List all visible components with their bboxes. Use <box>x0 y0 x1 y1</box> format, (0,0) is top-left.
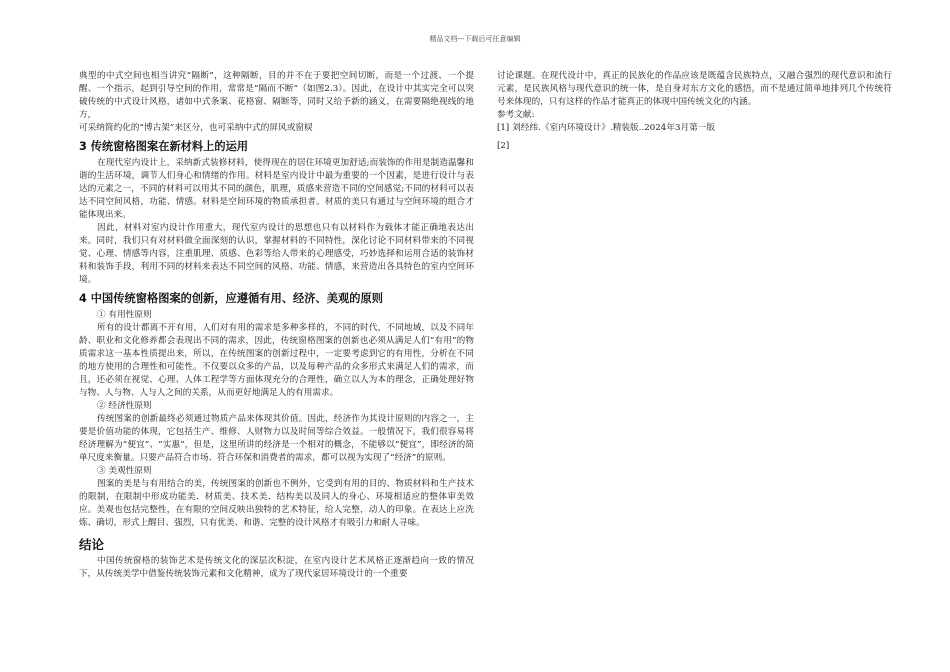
conclusion-heading: 结论 <box>79 537 105 552</box>
page-header: 精品文档---下载后可任意编辑 <box>429 35 521 43</box>
section-3-paragraph-1: 在现代室内设计上，采纳新式装修材料，使得现在的居住环境更加舒适;而装饰的作用是制造温馨和谐的生活环境，调节人们身心和情绪的作用。材料是室内设计中最为重要的一个因素，是进行设计与表达的元素之一，不同的材料可以用其不同的颜色，肌理，质感来营造不同的空间感觉;不同的材料可以表达不同空间风格，功能、情感。材料是空间环境的物质承担者。材质的美只有通过与空间环境的组合才能体现出来。 <box>79 158 474 220</box>
intro-paragraph-continued: 可采纳简约化的“博古架”来区分，也可采纳中式的屏风或窗棂 <box>79 123 313 133</box>
section-3-paragraph-2: 因此，材料对室内设计作用重大，现代室内设计的思想也只有以材料作为载体才能正确地表达出来。同时，我们只有对材料做全面深刻的认识，掌握材料的不同特性，深化讨论不同材料带来的不同视觉、心理、情感等内容，注重肌理、质感、色彩等给人带来的心理感受，巧妙选择和运用合适的装饰材料和装饰手段，利用不同的材料来表达不同空间的风格、功能、情感，来营造出各具特色的室内空间环境。 <box>79 223 474 285</box>
conclusion-paragraph: 中国传统窗格的装饰艺术是传统文化的深层次积淀，在室内设计艺术风格正逐渐趋向一致的情况下，从传统美学中借鉴传统装饰元素和文化精神，成为了现代家居环境设计的一个重要 <box>79 556 474 579</box>
intro-paragraph: 典型的中式空间也相当讲究“隔断”，这种隔断，目的并不在于要把空间切断，而是一个过渡、一个提醒、一个指示，起到引导空间的作用，常常是“隔而不断”（如图2.3）。因此，在设计中其实完全可以突破传统的中式设计风格，诸如中式条案、花格窗、隔断等，同时又给予新的涵义，在需要隔绝视线的地方， <box>79 71 474 120</box>
section-3-heading: 3 传统窗格图案在新材料上的运用 <box>79 140 249 153</box>
references-title: 参考文献: <box>497 110 535 120</box>
reference-item-2: [2] <box>497 141 510 151</box>
conclusion-paragraph-continued: 讨论课题。在现代设计中，真正的民族化的作品应该是既蕴含民族特点，又融合强烈的现代意识和流行元素，是民族风格与现代意识的统一体，是自身对东方文化的感悟，而不是通过简单地排列几个传统符号来体现的，只有这样的作品才能真正的体现中国传统文化的内涵。 <box>497 71 892 107</box>
reference-item-1: [1] 刘经纬.《室内环境设计》.精装版..2024年3月第一版 <box>497 123 716 133</box>
principle-1-title: ① 有用性原则 <box>97 310 152 320</box>
principle-2-paragraph: 传统图案的创新最终必须通过物质产品来体现其价值。因此，经济作为其设计原则的内容之一，主要是价值功能的体现，它包括生产、维修、人财物力以及时间等综合效益。一般情况下，我们很容易将经济理解为“便宜”、“实惠”，但是，这里所讲的经济是一个相对的概念，不能够以“便宜”，即经济的简单尺度来衡量。只要产品符合市场、符合环保和消费者的需求，都可以视为实现了“经济”的原则。 <box>79 414 474 463</box>
left-column <box>79 70 474 581</box>
section-4-heading: 4 中国传统窗格图案的创新，应遵循有用、经济、美观的原则 <box>79 292 383 305</box>
principle-1-paragraph: 所有的设计都离不开有用，人们对有用的需求是多种多样的，不同的时代，不同地域，以及不同年龄、职业和文化修养都会表现出不同的需求，因此，传统窗格图案的创新也必须从满足人们“有用”的物质需求这一基本性质提出来，所以，在传统图案的创新过程中，一定要考虑到它的有用性，分析在不同的地方使用的合理性和可能性。不仅要以众多的产品，以及每种产品的众多形式来满足人们的需求，而且，还必须在视觉、心理、人体工程学等方面体现充分的合理性，确立以人为本的理念，正确处理好物与物、人与物、人与人之间的关系，从而更好地满足人的有用需求。 <box>79 323 474 398</box>
principle-3-paragraph: 图案的美是与有用结合的美，传统图案的创新也不例外，它受到有用的目的、物质材料和生产技术的限制，在限制中形成功能美、材质美、技术美、结构美以及同人的身心、环境相适应的整体审美效应。美观也包括完整性，在有限的空间反映出独特的艺术特征，给人完整，动人的印象。在表达上应洗炼、确切，形式上醒目、强烈，只有优美、和谐、完整的设计风格才有吸引力和耐人寻味。 <box>79 479 474 528</box>
right-column <box>497 70 892 153</box>
principle-2-title: ② 经济性原则 <box>97 401 152 411</box>
principle-3-title: ③ 美观性原则 <box>97 466 152 476</box>
